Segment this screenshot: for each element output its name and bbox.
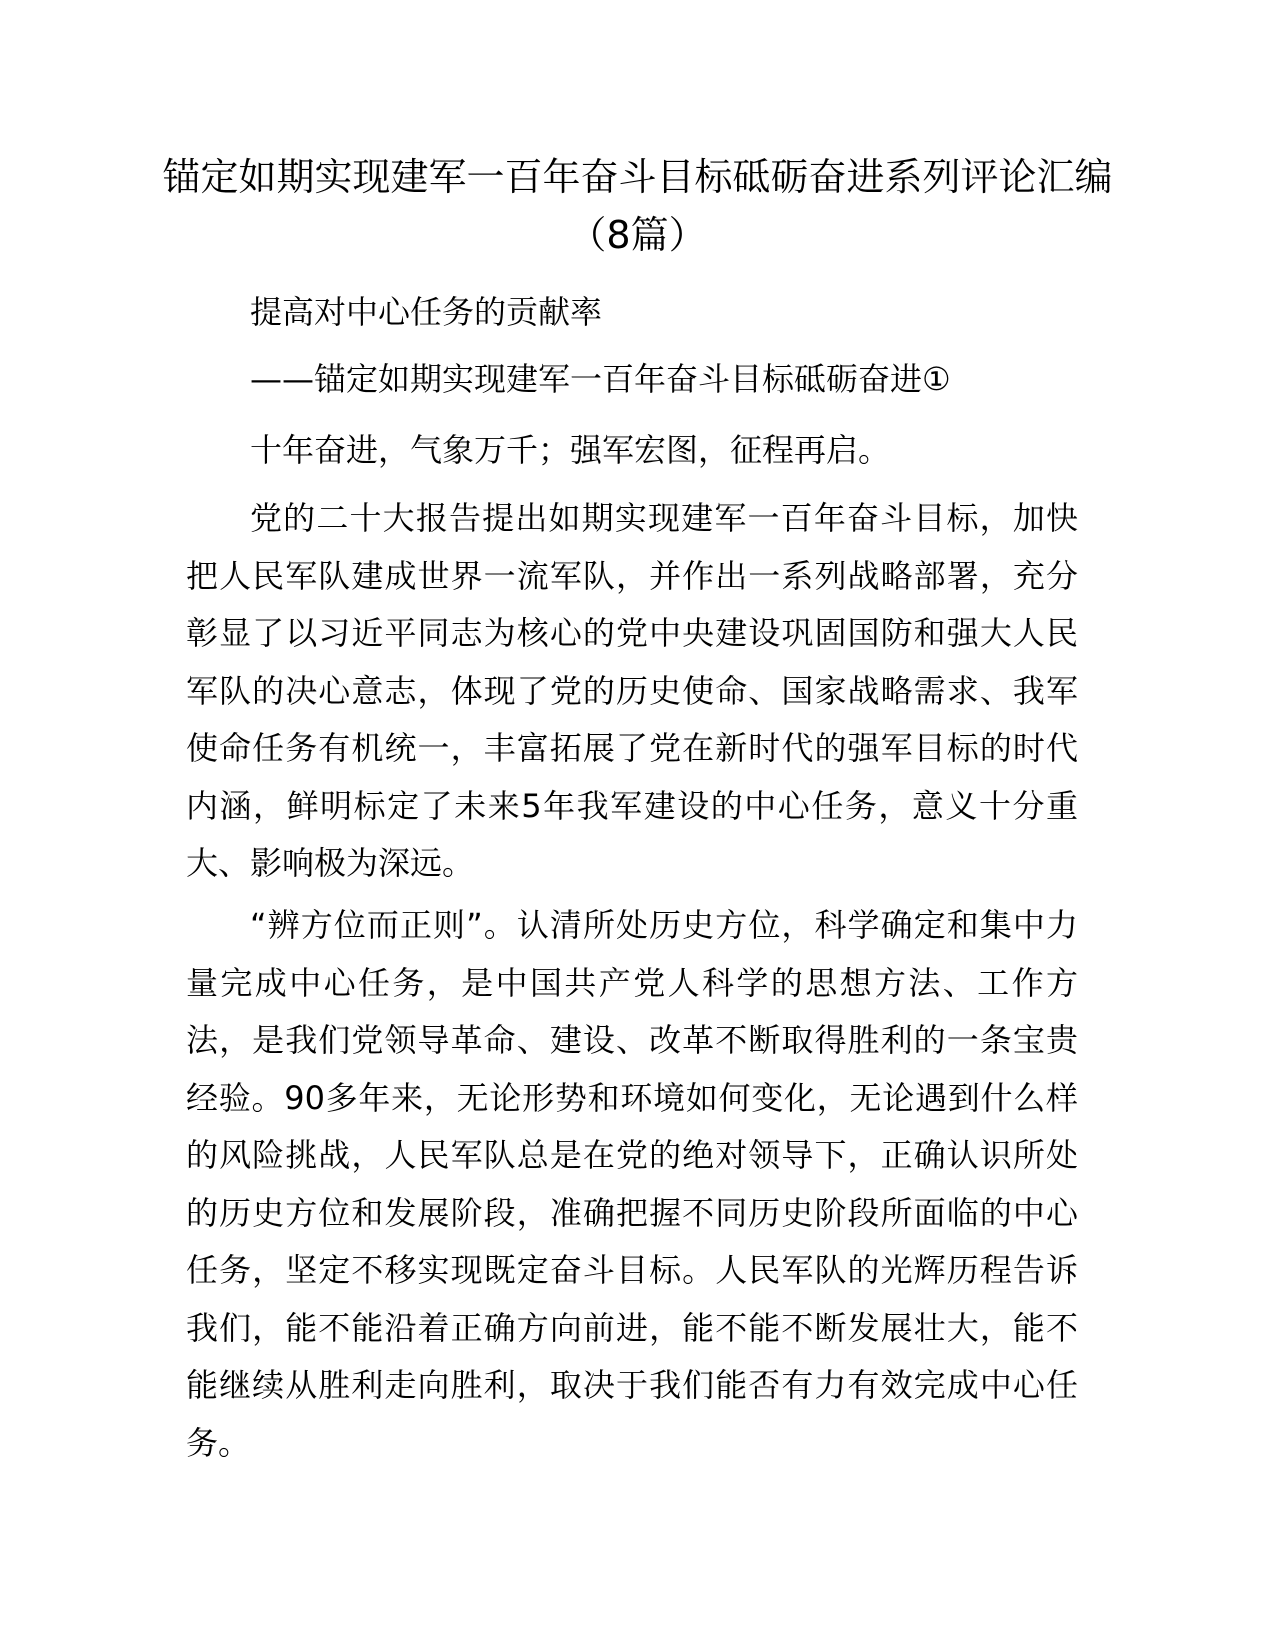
article-series-subtitle: ——锚定如期实现建军一百年奋斗目标砥砺奋进① xyxy=(250,360,951,398)
document-title: 锚定如期实现建军一百年奋斗目标砥砺奋进系列评论汇编（8篇） xyxy=(162,155,1113,257)
article-subtitle: 提高对中心任务的贡献率 xyxy=(250,293,603,331)
paragraph-1: 十年奋进，气象万千；强军宏图，征程再启。 xyxy=(250,431,891,469)
paragraph-3: “辨方位而正则”。认清所处历史方位，科学确定和集中力量完成中心任务，是中国共产党人科学的思想方法、工作方法，是我们党领导革命、建设、改革不断取得胜利的一条宝贵经验。90多年来，无论形势和环境如何变化，无论遇到什么样的风险挑战，人民军队总是在党的绝对领导下，正确认识所处的历史方位和发展阶段，准确把握不同历史阶段所面临的中心任务，坚定不移实现既定奋斗目标。人民军队的光辉历程告诉我们，能不能沿着正确方向前进，能不能不断发展壮大，能不能继续从胜利走向胜利，取决于我们能否有力有效完成中心任务。 xyxy=(186,906,1078,1462)
paragraph-2: 党的二十大报告提出如期实现建军一百年奋斗目标，加快把人民军队建成世界一流军队，并作出一系列战略部署，充分彰显了以习近平同志为核心的党中央建设巩固国防和强大人民军队的决心意志，体现了党的历史使命、国家战略需求、我军使命任务有机统一，丰富拓展了党在新时代的强军目标的时代内涵，鲜明标定了未来5年我军建设的中心任务，意义十分重大、影响极为深远。 xyxy=(186,499,1078,882)
